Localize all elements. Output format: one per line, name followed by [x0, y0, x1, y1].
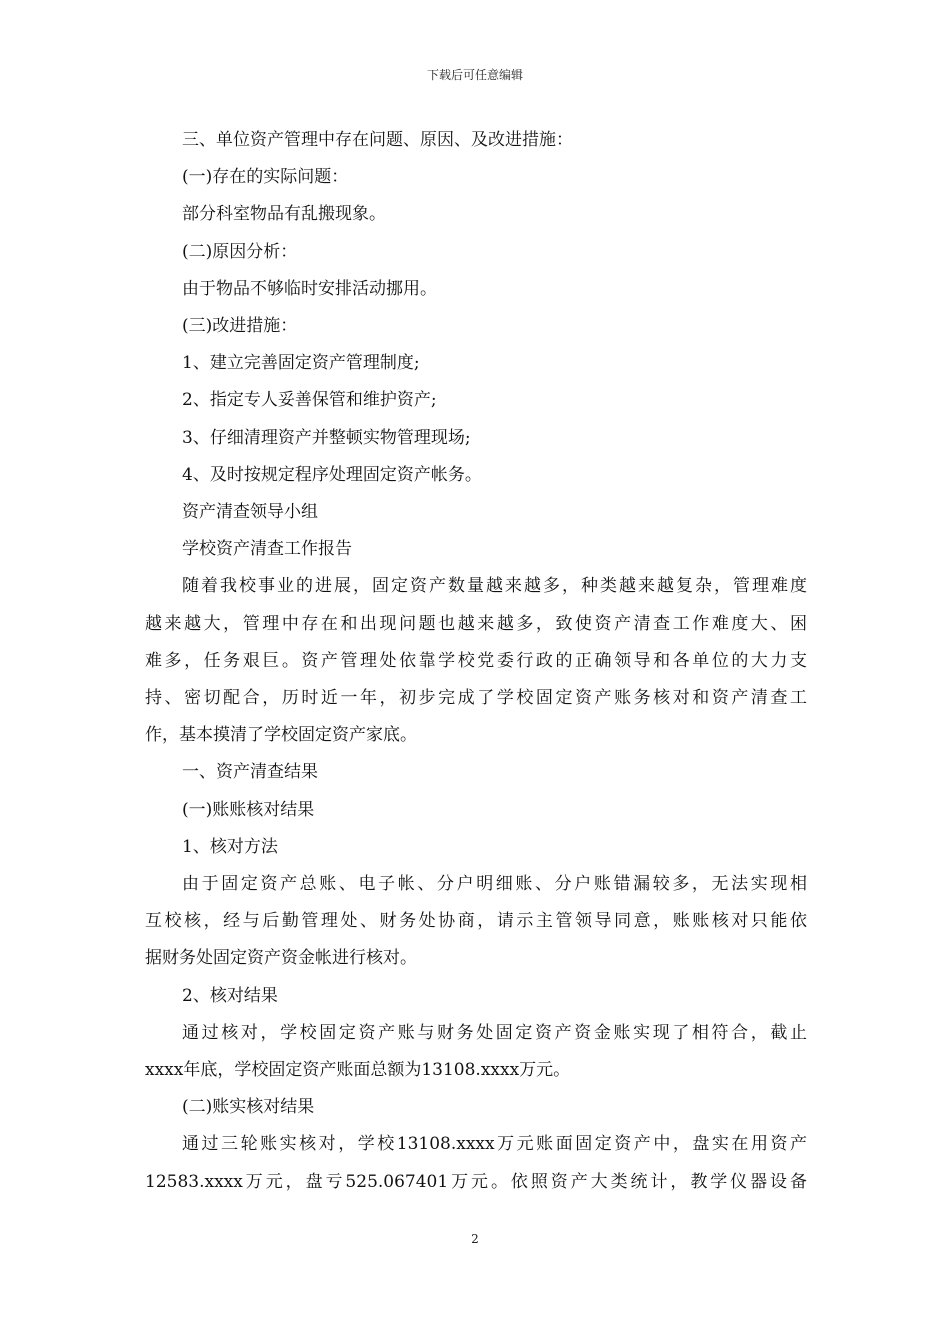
text-line: 据财务处固定资产资金帐进行核对。: [145, 948, 417, 969]
text-line: (一)账账核对结果: [182, 799, 315, 820]
text-line: 越来越大，管理中存在和出现问题也越来越多，致使资产清查工作难度大、困: [145, 613, 807, 634]
page-number: 2: [471, 1232, 479, 1246]
text-line: 1、建立完善固定资产管理制度;: [182, 353, 420, 374]
text-line: 资产清查领导小组: [182, 502, 318, 523]
text-line: 难多，任务艰巨。资产管理处依靠学校党委行政的正确领导和各单位的大力支: [145, 650, 807, 671]
text-line: 3、仔细清理资产并整顿实物管理现场;: [182, 427, 471, 448]
text-line: 持、密切配合，历时近一年，初步完成了学校固定资产账务核对和资产清查工: [145, 688, 807, 709]
text-line: xxxx年底，学校固定资产账面总额为13108.xxxx万元。: [145, 1060, 571, 1081]
text-line: 通过三轮账实核对，学校13108.xxxx万元账面固定资产中，盘实在用资产: [182, 1134, 807, 1155]
text-line: 通过核对，学校固定资产账与财务处固定资产资金账实现了相符合，截止: [182, 1022, 807, 1043]
text-line: 作，基本摸清了学校固定资产家底。: [145, 725, 417, 746]
text-line: 2、核对结果: [182, 985, 278, 1006]
text-line: 部分科室物品有乱搬现象。: [182, 204, 386, 225]
text-line: 12583.xxxx万元，盘亏525.067401万元。依照资产大类统计，教学仪器设备: [145, 1171, 807, 1192]
text-line: (一)存在的实际问题：: [182, 167, 349, 188]
text-line: 4、及时按规定程序处理固定资产帐务。: [182, 464, 482, 485]
text-line: 由于固定资产总账、电子帐、分户明细账、分户账错漏较多，无法实现相: [182, 874, 807, 895]
text-line: (二)账实核对结果: [182, 1097, 315, 1118]
text-line: 由于物品不够临时安排活动挪用。: [182, 278, 437, 299]
text-line: 一、资产清查结果: [182, 762, 318, 783]
document-body: [145, 122, 807, 1201]
text-line: (二)原因分析：: [182, 241, 298, 262]
text-line: 1、核对方法: [182, 836, 278, 857]
text-line: (三)改进措施：: [182, 316, 298, 337]
text-line: 三、单位资产管理中存在问题、原因、及改进措施：: [182, 130, 573, 150]
page-header: 下载后可任意编辑: [426, 68, 523, 82]
text-line: 2、指定专人妥善保管和维护资产;: [182, 390, 437, 411]
text-line: 随着我校事业的进展，固定资产数量越来越多，种类越来越复杂，管理难度: [182, 576, 807, 597]
text-line: 学校资产清查工作报告: [182, 539, 352, 560]
text-line: 互校核，经与后勤管理处、财务处协商，请示主管领导同意，账账核对只能依: [145, 911, 807, 932]
